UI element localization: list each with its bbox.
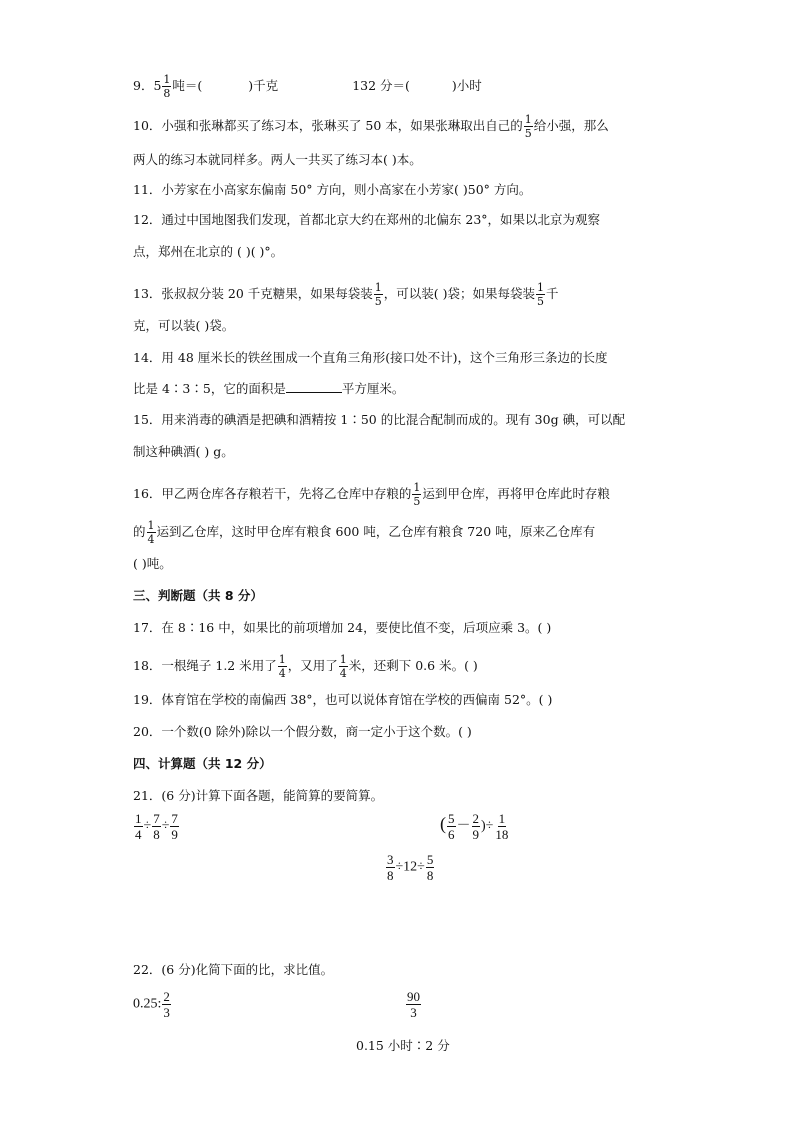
question-10-line-1: 10．小强和张琳都买了练习本，张琳买了 50 本，如果张琳取出自己的 $\frac{1}{5}$ 给小强，那么 bbox=[133, 113, 609, 140]
expression-21-3: $\frac{3}{8}$ ÷12÷ $\frac{5}{8}$ bbox=[387, 852, 434, 883]
fraction-2-3: $\frac{2}{3}$ bbox=[163, 989, 170, 1020]
question-15-line-1: 15．用来消毒的碘酒是把碘和酒精按 1∶50 的比混合配制而成的。现有 30g 碘，可以配 bbox=[133, 412, 626, 427]
question-13-line-1: 13．张叔叔分装 20 千克糖果，如果每袋装 $\frac{1}{5}$ ，可以装( )袋；如果每袋装 $\frac{1}{5}$ 千 bbox=[133, 281, 559, 308]
expression-21-2: ( $\frac{5}{6}$ － $\frac{2}{9}$ )÷ $\frac{1}{18}$ bbox=[440, 811, 509, 842]
question-9: 9．5 $\frac{1}{8}$ 吨＝( )千克 132 分＝( )小时 bbox=[133, 73, 482, 100]
fraction-7-8: $\frac{7}{8}$ bbox=[153, 811, 160, 842]
fraction-1-5: $\frac{1}{5}$ bbox=[524, 113, 532, 140]
section-3-heading: 三、判断题（共 8 分） bbox=[133, 588, 263, 603]
expression-22-3: 0.15 小时∶2 分 bbox=[356, 1038, 450, 1053]
question-16-line-2: 的 $\frac{1}{4}$ 运到乙仓库，这时甲仓库有粮食 600 吨，乙仓库有粮食 720 吨，原来乙仓库有 bbox=[133, 519, 596, 546]
question-16-line-3: ( )吨。 bbox=[133, 556, 172, 571]
section-4-heading: 四、计算题（共 12 分） bbox=[133, 756, 272, 771]
expression-22-1: 0.25: $\frac{2}{3}$ bbox=[133, 989, 170, 1020]
question-10-line-2: 两人的练习本就同样多。两人一共买了练习本( )本。 bbox=[133, 152, 422, 167]
question-17: 17．在 8∶16 中，如果比的前项增加 24，要使比值不变，后项应乘 3。( ) bbox=[133, 620, 552, 635]
fraction-3-8: $\frac{3}{8}$ bbox=[387, 852, 394, 883]
fraction-1-18: $\frac{1}{18}$ bbox=[495, 811, 509, 842]
fraction-1-5: $\frac{1}{5}$ bbox=[413, 481, 421, 508]
question-22-title: 22．(6 分)化简下面的比，求比值。 bbox=[133, 962, 334, 977]
question-14-line-2: 比是 4∶3∶5，它的面积是 平方厘米。 bbox=[133, 381, 405, 396]
fraction-1-8: $\frac{1}{8}$ bbox=[163, 73, 171, 100]
fraction-1-4: $\frac{1}{4}$ bbox=[147, 519, 155, 546]
expression-21-1: $\frac{1}{4}$ ÷ $\frac{7}{8}$ ÷ $\frac{7}{9}$ bbox=[135, 811, 178, 842]
question-18: 18．一根绳子 1.2 米用了 $\frac{1}{4}$ ，又用了 $\frac{1}{4}$ 米，还剩下 0.6 米。( ) bbox=[133, 653, 478, 680]
question-20: 20．一个数(0 除外)除以一个假分数，商一定小于这个数。( ) bbox=[133, 724, 472, 739]
fraction-90-3: $\frac{90}{3}$ bbox=[407, 989, 420, 1020]
fraction-1-5: $\frac{1}{5}$ bbox=[537, 281, 544, 308]
question-11: 11．小芳家在小高家东偏南 50° 方向，则小高家在小芳家( )50° 方向。 bbox=[133, 182, 532, 197]
question-14-line-1: 14．用 48 厘米长的铁丝围成一个直角三角形(接口处不计)，这个三角形三条边的长度 bbox=[133, 350, 608, 365]
question-16-line-1: 16．甲乙两仓库各存粮若干，先将乙仓库中存粮的 $\frac{1}{5}$ 运到甲仓库，再将甲仓库此时存粮 bbox=[133, 481, 610, 508]
fraction-1-4: $\frac{1}{4}$ bbox=[278, 653, 286, 680]
question-12-line-2: 点，郑州在北京的 ( )( )°。 bbox=[133, 244, 284, 259]
fraction-1-4: $\frac{1}{4}$ bbox=[339, 653, 347, 680]
question-15-line-2: 制这种碘酒( ) g。 bbox=[133, 444, 234, 459]
fraction-1-5: $\frac{1}{5}$ bbox=[374, 281, 382, 308]
fraction-2-9: $\frac{2}{9}$ bbox=[472, 811, 479, 842]
question-13-line-2: 克，可以装( )袋。 bbox=[133, 318, 235, 333]
expression-22-2 bbox=[405, 990, 422, 1019]
fraction-5-6: $\frac{5}{6}$ bbox=[448, 811, 455, 842]
question-19: 19．体育馆在学校的南偏西 38°，也可以说体育馆在学校的西偏南 52°。( ) bbox=[133, 692, 553, 707]
question-21-title: 21．(6 分)计算下面各题，能简算的要简算。 bbox=[133, 788, 384, 803]
fraction-7-9: $\frac{7}{9}$ bbox=[171, 811, 178, 842]
fraction-1-4: $\frac{1}{4}$ bbox=[135, 811, 142, 842]
question-12-line-1: 12．通过中国地图我们发现，首都北京大约在郑州的北偏东 23°，如果以北京为观察 bbox=[133, 212, 601, 227]
answer-underline bbox=[286, 380, 342, 393]
fraction-5-8: $\frac{5}{8}$ bbox=[426, 852, 434, 883]
